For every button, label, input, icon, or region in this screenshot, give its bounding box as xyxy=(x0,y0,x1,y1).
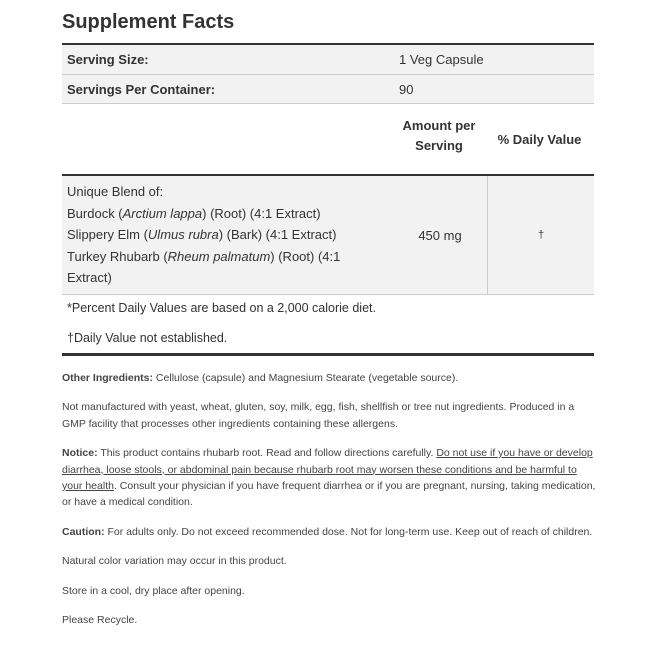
other-ingredients: Other Ingredients: Cellulose (capsule) and Magnesium Stearate (vegetable source). xyxy=(62,372,459,384)
column-header-row xyxy=(62,104,594,174)
blend-daily-value: † xyxy=(537,229,545,241)
blend-row xyxy=(62,176,594,294)
ingredient-turkey-rhubarb: Turkey Rhubarb (Rheum palmatum) (Root) (4:1 xyxy=(67,248,341,264)
recycle-note: Please Recycle. xyxy=(62,614,138,627)
storage-instructions: Store in a cool, dry place after opening. xyxy=(62,584,245,597)
serving-size-label: Serving Size: xyxy=(67,52,149,67)
panel-bottom-rule xyxy=(62,353,594,356)
caution-statement: Caution: For adults only. Do not exceed recommended dose. Not for long-term use. Keep out of reach of children. xyxy=(62,525,593,538)
blend-heading: Unique Blend of: xyxy=(67,184,164,199)
servings-per-container-value: 90 xyxy=(399,81,414,97)
footnote-percent-dv: *Percent Daily Values are based on a 2,000 calorie diet. xyxy=(67,301,376,315)
header-spacer xyxy=(62,104,393,174)
notice-statement: Notice: This product contains rhubarb root. Read and follow directions carefully. Do not use if you have or develop diarrhea, loose stools, or abdominal pain because rhubarb root may worsen these conditions and be harmful to your health. Consult your physician if you have frequent diarrhea or if you are pregnant, nursing, taking medication, or have a medical condition. xyxy=(62,447,596,509)
allergen-statement: Not manufactured with yeast, wheat, gluten, soy, milk, egg, fish, shellfish or tree nut ingredients. Produced in a GMP facility that processes other ingredients containing these allergens. xyxy=(62,401,575,430)
serving-size-row xyxy=(62,45,594,74)
servings-per-container-row xyxy=(62,75,594,103)
blend-ingredients xyxy=(62,176,393,294)
serving-size-value: 1 Veg Capsule xyxy=(399,52,484,67)
ingredient-turkey-rhubarb-cont: Extract) xyxy=(67,270,112,286)
supplement-facts-panel xyxy=(62,0,594,356)
ingredient-burdock: Burdock (Arctium lappa) (Root) (4:1 Extract) xyxy=(67,205,321,221)
servings-per-container-label: Servings Per Container: xyxy=(67,81,216,97)
amount-header-line1: Amount per xyxy=(402,118,476,133)
color-variation-note: Natural color variation may occur in this product. xyxy=(62,555,287,568)
amount-per-serving-header xyxy=(393,104,485,174)
daily-value-header: % Daily Value xyxy=(497,131,582,147)
product-info-section xyxy=(62,366,597,628)
amount-header-line2: Serving xyxy=(415,138,463,153)
footnote-dv-not-established: †Daily Value not established. xyxy=(67,331,228,345)
ingredient-slippery-elm: Slippery Elm (Ulmus rubra) (Bark) (4:1 Extract) xyxy=(67,227,337,243)
blend-amount: 450 mg xyxy=(393,176,488,294)
panel-title: Supplement Facts xyxy=(62,11,235,33)
